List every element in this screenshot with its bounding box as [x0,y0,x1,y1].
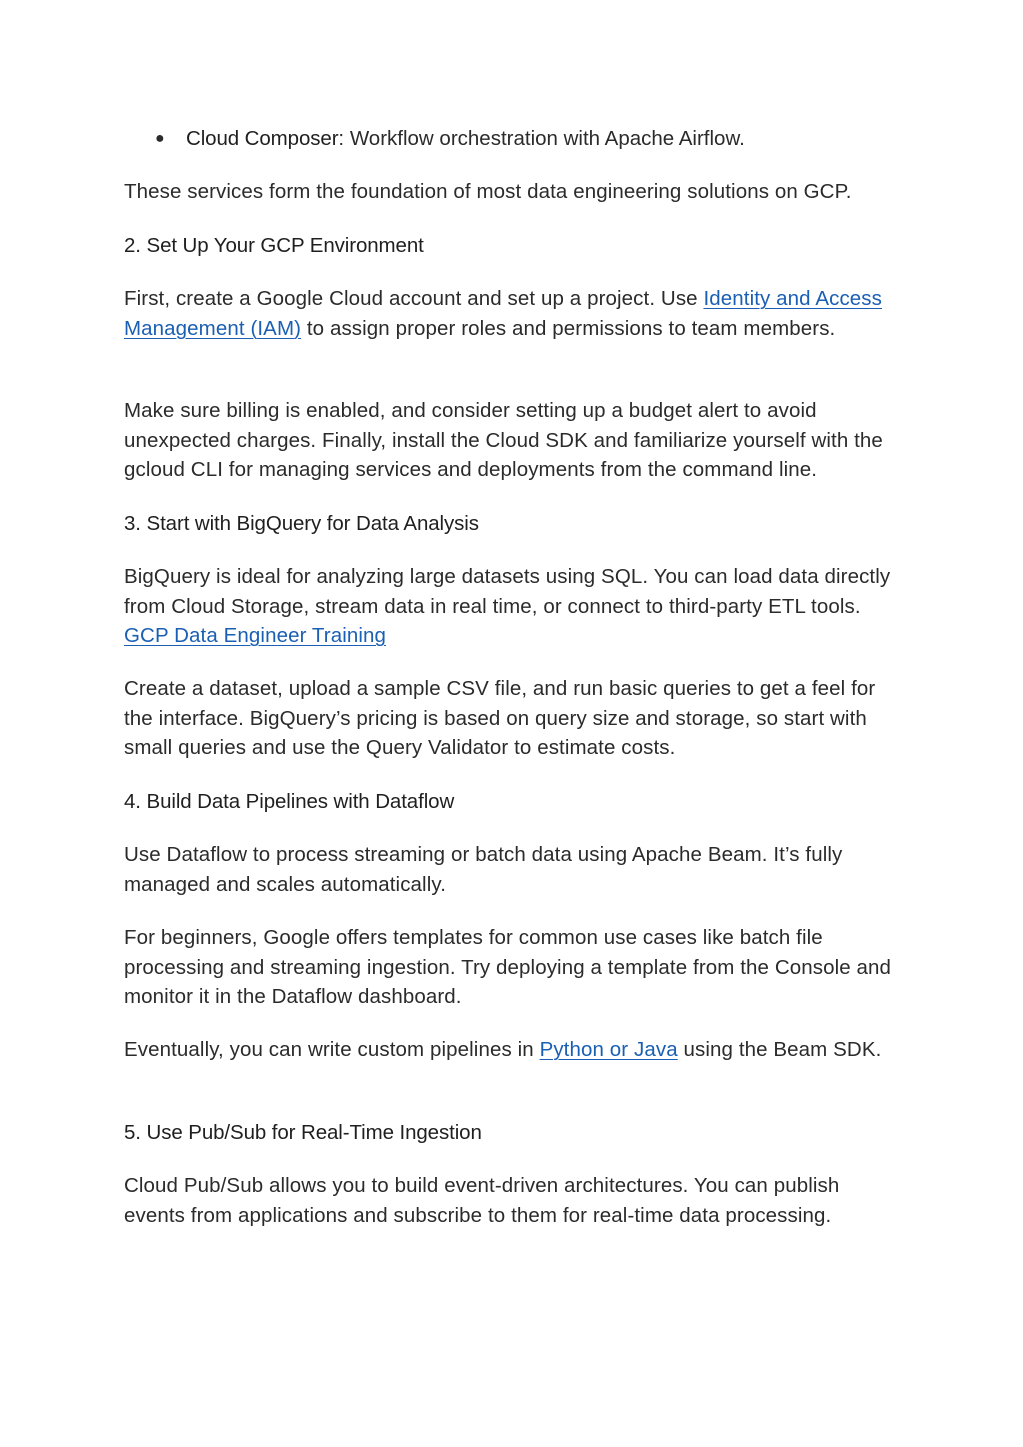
section-3-paragraph-2: Create a dataset, upload a sample CSV file, and run basic queries to get a feel for the interface. BigQuery’s pricing is based on query size and storage, so start with small queries and use the Query Validator to estimate costs. [124,677,876,759]
bullet-term: Cloud Composer [186,127,339,150]
intro-paragraph: These services form the foundation of most data engineering solutions on GCP. [124,180,852,203]
bullet-dot-icon: ● [155,130,165,147]
section-4-p3-text-after: using the Beam SDK. [677,1038,882,1061]
section-3-heading: 3. Start with BigQuery for Data Analysis [124,512,479,535]
bullet-description: : Workflow orchestration with Apache Airflow. [338,127,745,150]
section-4-heading: 4. Build Data Pipelines with Dataflow [124,790,455,813]
iam-link[interactable]: Identity and Access Management (IAM) [124,287,883,340]
python-or-java-link[interactable]: Python or Java [539,1038,678,1061]
section-4-paragraph-2: For beginners, Google offers templates for common use cases like batch file processing and streaming ingestion. Try deploying a template from the Console and monitor it in the Dataflow dashboard. [124,926,892,1008]
section-4-p3-text-before: Eventually, you can write custom pipelines in [124,1038,540,1061]
section-3-paragraph-1 [124,562,899,651]
section-5-paragraph-1: Cloud Pub/Sub allows you to build event-driven architectures. You can publish events from applications and subscribe to them for real-time data processing. [124,1174,840,1227]
section-2-heading: 2. Set Up Your GCP Environment [124,234,424,257]
section-3-p1-text-before: BigQuery is ideal for analyzing large datasets using SQL. You can load data directly from Cloud Storage, stream data in real time, or connect to third-party ETL tools. [124,565,891,618]
section-2-p1-text-after: to assign proper roles and permissions to team members. [301,316,836,340]
section-2-p1-text-before: First, create a Google Cloud account and set up a project. Use [124,287,704,310]
section-4-paragraph-3 [124,1035,899,1065]
section-2-paragraph-2: Make sure billing is enabled, and consider setting up a budget alert to avoid unexpected charges. Finally, install the Cloud SDK and familiarize yourself with the gcloud CLI for managing services and deployments from the command line. [124,399,883,481]
section-5-heading: 5. Use Pub/Sub for Real-Time Ingestion [124,1121,482,1144]
section-2-paragraph-1 [124,284,899,343]
section-4-paragraph-1: Use Dataflow to process streaming or batch data using Apache Beam. It’s fully managed and scales automatically. [124,843,843,896]
bullet-text [186,124,745,154]
gcp-data-engineer-training-link[interactable]: GCP Data Engineer Training [124,624,387,647]
